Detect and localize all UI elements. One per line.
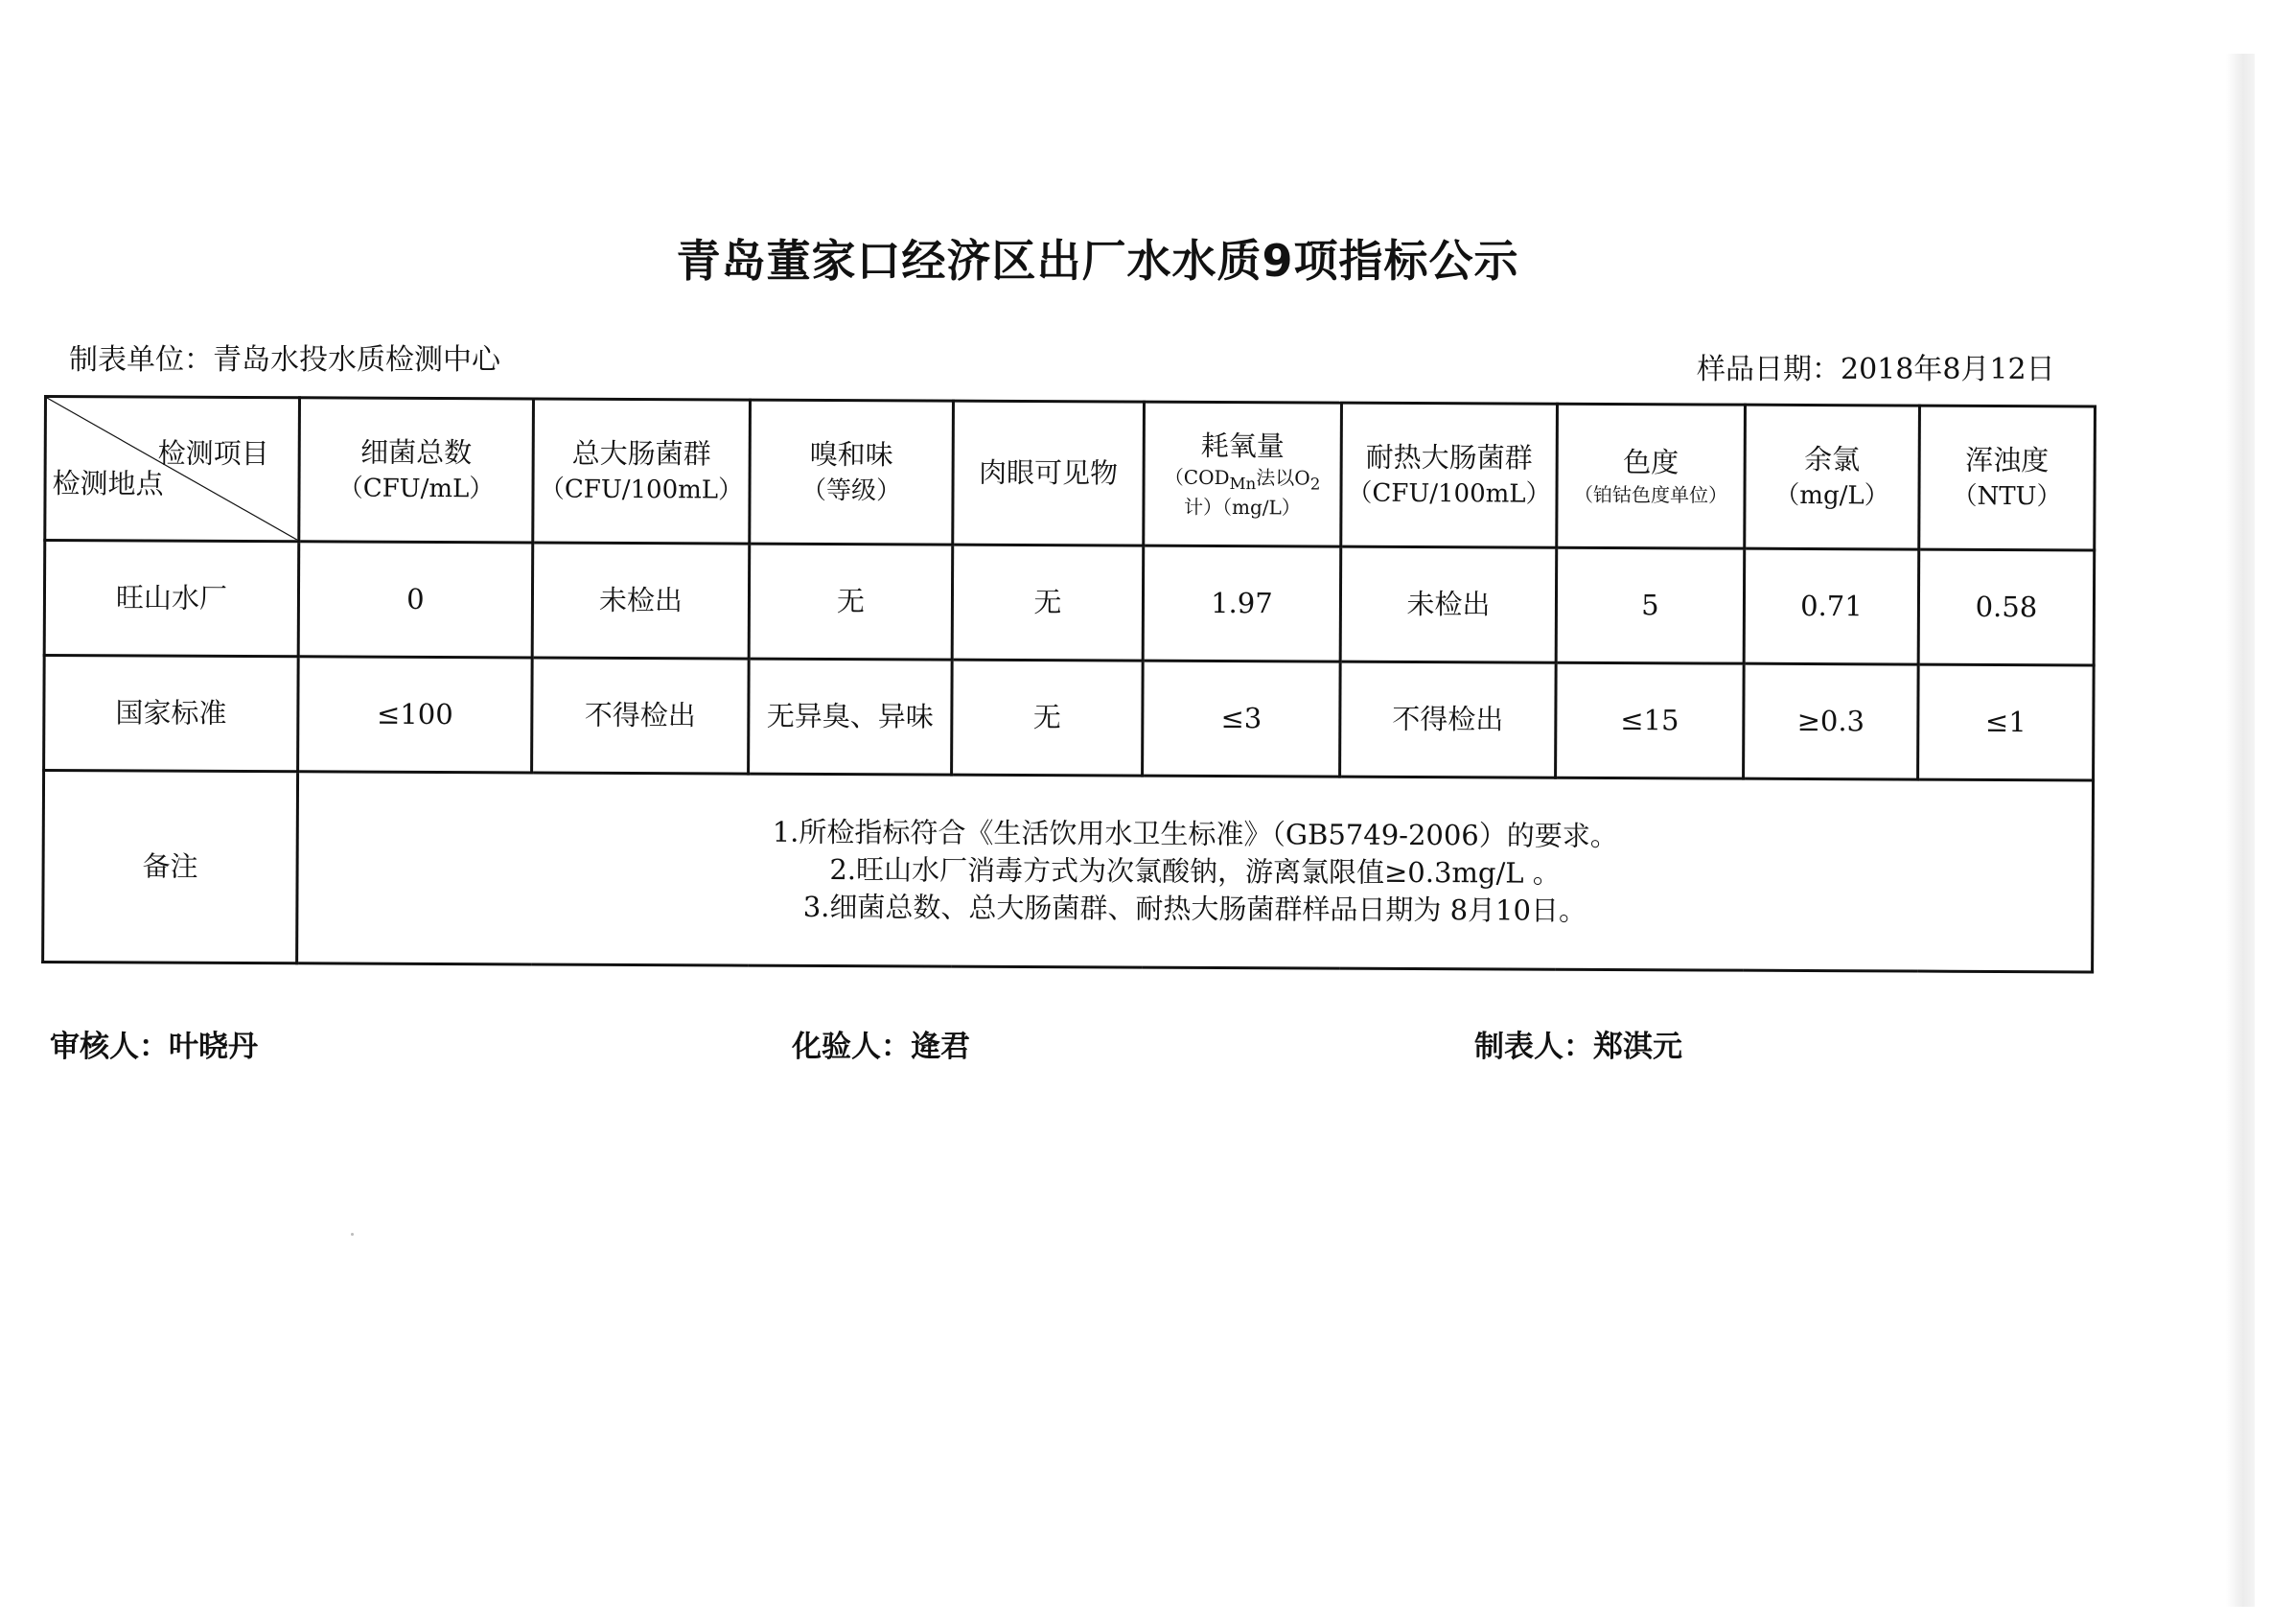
table-cell: ≤15 [1556, 662, 1745, 778]
table-cell: 1.97 [1143, 545, 1341, 661]
corner-header-cell [45, 397, 300, 542]
table-row [44, 656, 2095, 780]
table-cell: 无 [749, 544, 953, 660]
row-location: 国家标准 [44, 656, 299, 772]
remarks-content [297, 772, 2094, 972]
remarks-row [43, 771, 2094, 972]
document-title: 青岛董家口经济区出厂水水质9项指标公示 [676, 235, 1519, 287]
table-cell: ≤100 [298, 657, 533, 773]
header-bacteria: 细菌总数 （CFU/mL） [299, 398, 534, 543]
remarks-label: 备注 [43, 771, 298, 963]
preparer-signature: 制表人：郑淇元 [1474, 1030, 1682, 1064]
table-cell: 0 [298, 542, 533, 658]
remark-line: 2.旺山水厂消毒方式为次氯酸钠，游离氯限值≥0.3mg/L 。 [829, 852, 1561, 890]
table-cell: 未检出 [532, 543, 750, 659]
scan-speck [351, 1233, 354, 1236]
table-cell: 5 [1556, 547, 1745, 663]
table-cell: 0.58 [1918, 549, 2095, 665]
tester-signature: 化验人：逄君 [792, 1030, 970, 1064]
reviewer-signature: 审核人：叶晓丹 [50, 1030, 258, 1064]
table-cell: ≤3 [1143, 661, 1341, 777]
table-row [44, 541, 2095, 665]
remark-line: 1.所检指标符合《生活饮用水卫生标准》（GB5749-2006）的要求。 [772, 815, 1618, 852]
header-odor-taste: 嗅和味 （等级） [750, 400, 954, 545]
header-row [45, 397, 2096, 550]
header-oxygen-consumption: 耗氧量 （$COD_{Mn}$法以$O_2$ 计）（mg/L） [1144, 402, 1342, 546]
table-cell: 0.71 [1744, 548, 1919, 664]
scan-edge-shadow [2226, 54, 2255, 1607]
water-quality-table [41, 395, 2096, 973]
issuing-unit: 制表单位：青岛水投水质检测中心 [69, 343, 500, 377]
table-cell: ≤1 [1918, 664, 2095, 780]
table-cell: 不得检出 [532, 658, 750, 774]
remark-line: 3.细菌总数、总大肠菌群、耐热大肠菌群样品日期为 8月10日。 [802, 890, 1587, 927]
header-color: 色度 （铂钴色度单位） [1557, 404, 1746, 548]
table-cell: ≥0.3 [1744, 663, 1919, 779]
sample-date: 样品日期：2018年8月12日 [1697, 353, 2055, 386]
table-cell: 未检出 [1340, 546, 1557, 662]
table-cell: 不得检出 [1340, 661, 1557, 777]
row-location: 旺山水厂 [44, 541, 299, 657]
header-visible-matter: 肉眼可见物 [953, 401, 1145, 545]
corner-location-label: 检测地点 [52, 466, 164, 500]
header-residual-chlorine: 余氯 （mg/L） [1745, 405, 1920, 549]
table-cell: 无异臭、异味 [749, 659, 953, 775]
table-cell: 无 [952, 660, 1144, 776]
header-turbidity: 浑浊度 （NTU） [1919, 406, 2096, 550]
header-thermotolerant-coliform: 耐热大肠菌群 （CFU/100mL） [1341, 403, 1558, 547]
corner-item-label: 检测项目 [157, 436, 269, 471]
table-cell: 无 [952, 545, 1144, 661]
header-total-coliform: 总大肠菌群 （CFU/100mL） [533, 399, 751, 544]
